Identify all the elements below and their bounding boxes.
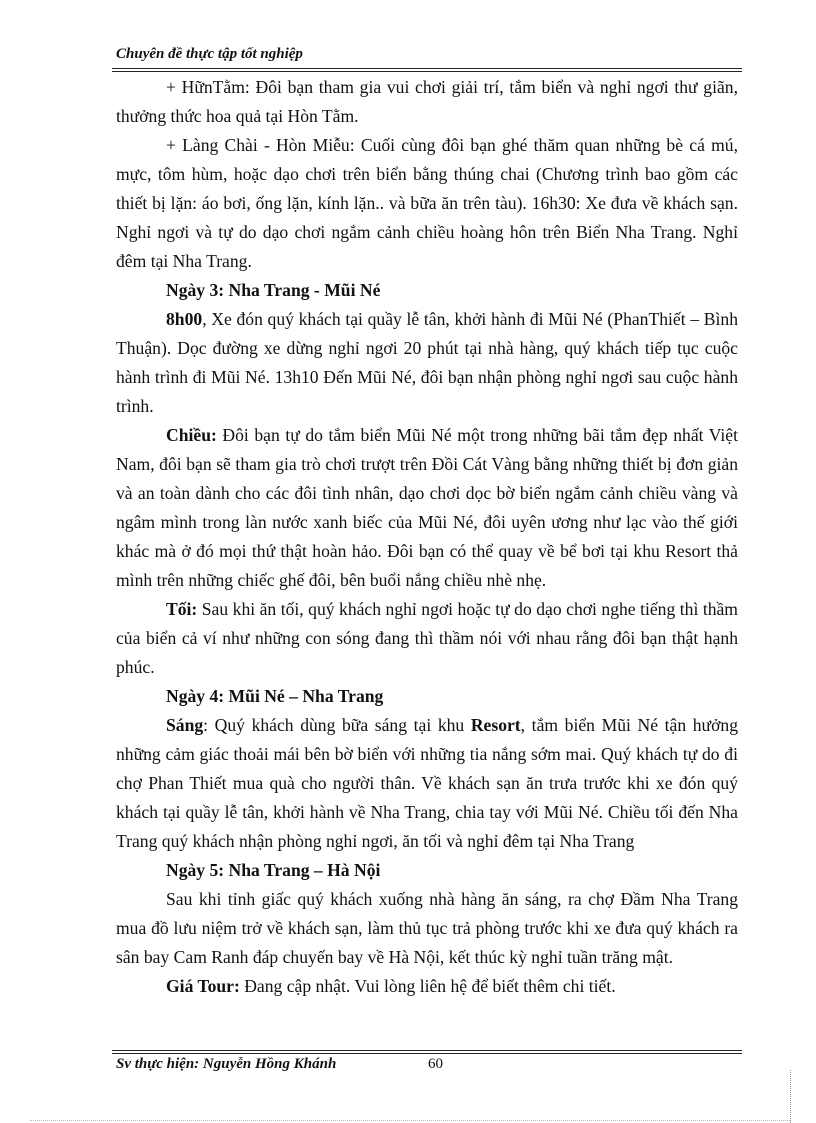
paragraph-day-4-text-b: , tắm biển Mũi Né tận hưởng những cảm giác thoải mái bên bờ biển với những tia nắng sớm mai. Quý khách tự do đi chợ Phan Thiết mua quà cho người thân. Về khách sạn ăn trưa trước khi xe đón quý khách tại quầy lễ tân, khởi hành về Nha Trang, chia tay với Mũi Né. Chiều tối đến Nha Trang quý khách nhận phòng nghỉ ngơi, ăn tối và nghỉ đêm tại Nha Trang (116, 715, 738, 851)
evening-lead: Tối: (166, 599, 198, 619)
document-footer (116, 1056, 443, 1073)
paragraph-day-3-morning (116, 305, 738, 421)
afternoon-lead: Chiều: (166, 425, 217, 445)
paragraph-lang-chai: + Làng Chài - Hòn Miễu: Cuối cùng đôi bạn ghé thăm quan những bè cá mú, mực, tôm hùm, hoặc dạo chơi trên biển bằng thúng chai (Chương trình bao gồm các thiết bị lặn: áo bơi, ống lặn, kính lặn.. và bữa ăn trên tàu). 16h30: Xe đưa về khách sạn. Nghỉ ngơi và tự do dạo chơi ngắm cảnh chiều hoàng hôn trên Biển Nha Trang. Nghỉ đêm tại Nha Trang. (116, 135, 738, 271)
tour-price-lead: Giá Tour: (166, 976, 240, 996)
footer-author: Sv thực hiện: Nguyễn Hồng Khánh (116, 1056, 337, 1072)
document-body (116, 73, 738, 1001)
paragraph-day-4-text-a: : Quý khách dùng bữa sáng tại khu (203, 715, 471, 735)
paragraph-day-3-evening-text: Sau khi ăn tối, quý khách nghỉ ngơi hoặc tự do dạo chơi nghe tiếng thì thầm của biển cả ví như những con sóng đang thì thầm nói với nhau rằng đôi bạn thật hạnh phúc. (116, 599, 738, 677)
tour-price-text: Đang cập nhật. Vui lòng liên hệ để biết thêm chi tiết. (239, 976, 616, 996)
morning-lead: Sáng (166, 715, 204, 735)
page-number: 60 (428, 1056, 443, 1072)
paragraph-tour-price (116, 972, 738, 1001)
header-rule-top (112, 68, 742, 69)
footer-rule-bottom (112, 1053, 742, 1054)
paragraph-day-4-morning (116, 711, 738, 856)
paragraph-hon-tam: + HữnTằm: Đôi bạn tham gia vui chơi giải trí, tắm biển và nghỉ ngơi thư giãn, thưởng thức hoa quả tại Hòn Tằm. (116, 77, 738, 126)
paragraph-day-5: Sau khi tỉnh giấc quý khách xuống nhà hàng ăn sáng, ra chợ Đầm Nha Trang mua đồ lưu niệm trở về khách sạn, làm thủ tục trả phòng trước khi xe đưa quý khách ra sân bay Cam Ranh đáp chuyến bay về Hà Nội, kết thúc kỳ nghỉ tuần trăng mật. (116, 889, 738, 967)
time-lead-8h00: 8h00 (166, 309, 203, 329)
page-edge-dotted-horizontal (30, 1120, 790, 1121)
paragraph-day-3-afternoon-text: Đôi bạn tự do tắm biển Mũi Né một trong những bãi tắm đẹp nhất Việt Nam, đôi bạn sẽ tham gia trò chơi trượt trên Đồi Cát Vàng bằng những thiết bị đơn giản và an toàn dành cho các đôi tình nhân, dạo chơi dọc bờ biển ngắm cảnh chiều vàng và ngâm mình trong làn nước xanh biếc của Mũi Né, đôi uyên ương như lạc vào thế giới khác mà ở đó mọi thứ thật hoàn hảo. Đôi bạn có thể quay về bể bơi tại khu Resort thả mình trên những chiếc ghế đôi, bên buổi nắng chiều nhè nhẹ. (116, 425, 738, 590)
footer-rule-top (112, 1050, 742, 1051)
document-header-title: Chuyên đề thực tập tốt nghiệp (116, 46, 303, 62)
resort-bold: Resort (470, 715, 521, 735)
paragraph-day-3-evening (116, 595, 738, 682)
day-3-heading: Ngày 3: Nha Trang - Mũi Né (166, 280, 381, 300)
page-edge-dotted-vertical (790, 1070, 791, 1123)
day-5-heading: Ngày 5: Nha Trang – Hà Nội (166, 860, 381, 880)
day-4-heading: Ngày 4: Mũi Né – Nha Trang (166, 686, 384, 706)
paragraph-day-3-morning-text: , Xe đón quý khách tại quầy lễ tân, khởi hành đi Mũi Né (PhanThiết – Bình Thuận). Dọc đường xe dừng nghỉ ngơi 20 phút tại nhà hàng, quý khách tiếp tục cuộc hành trình đi Mũi Né. 13h10 Đến Mũi Né, đôi bạn nhận phòng nghỉ ngơi sau cuộc hành trình. (116, 309, 738, 416)
paragraph-day-3-afternoon (116, 421, 738, 595)
header-rule-bottom (112, 71, 742, 72)
